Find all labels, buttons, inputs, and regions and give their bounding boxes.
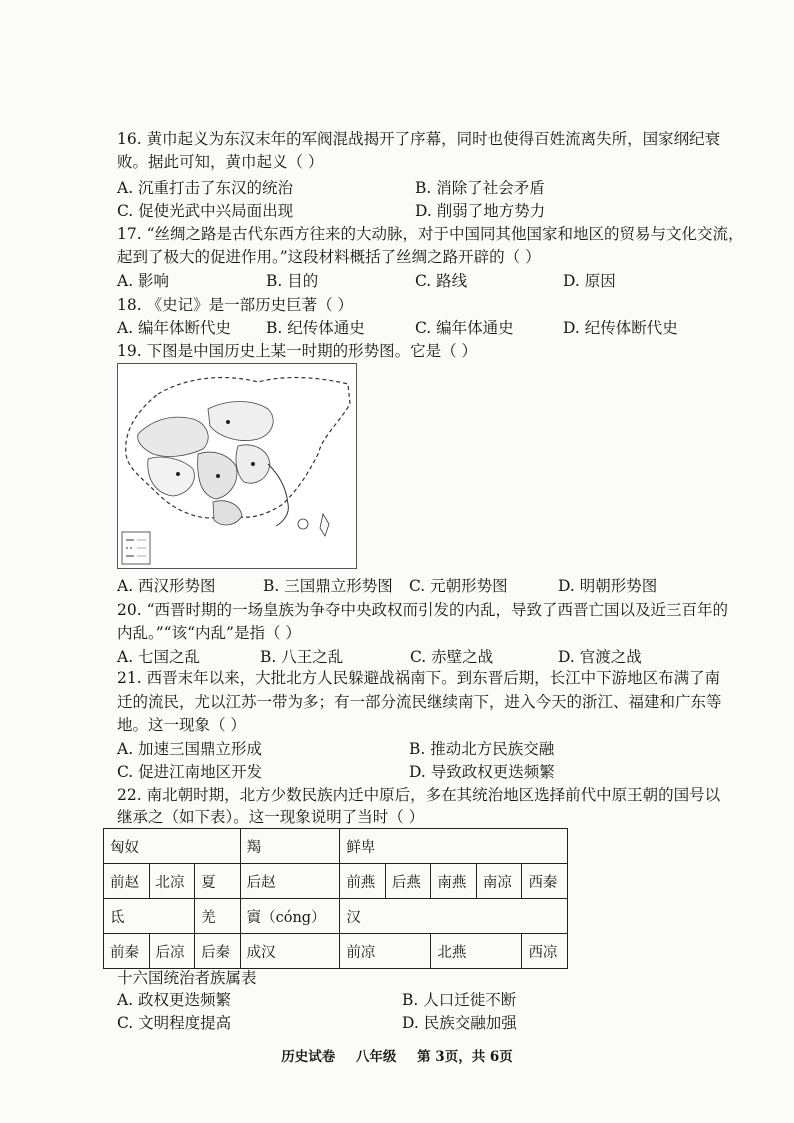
q16-option-c: C. 促使光武中兴局面出现 [117, 202, 294, 220]
table-cell: 南凉 [476, 864, 522, 899]
q19-option-c: C. 元朝形势图 [409, 577, 508, 595]
q16-option-b: B. 消除了社会矛盾 [415, 179, 545, 197]
q19-option-b: B. 三国鼎立形势图 [263, 577, 393, 595]
page-footer [0, 1045, 794, 1065]
q18-option-b: B. 纪传体通史 [266, 319, 365, 337]
table-cell: 后赵 [240, 864, 340, 899]
table-cell: 氐 [104, 899, 195, 934]
table-cell: 鲜卑 [340, 829, 568, 864]
q17-stem-line1: 17. “丝绸之路是古代东西方往来的大动脉，对于中国同其他国家和地区的贸易与文化交流， [117, 225, 744, 243]
table-cell: 成汉 [240, 934, 340, 969]
q21-stem-line1: 21. 西晋末年以来，大批北方人民躲避战祸南下。到东晋后期，长江中下游地区布满了南 [117, 669, 721, 687]
table-cell: 后凉 [149, 934, 195, 969]
table-cell: 前秦 [104, 934, 150, 969]
q16-stem-line1: 16. 黄巾起义为东汉末年的军阀混战揭开了序幕，同时也使得百姓流离失所，国家纲纪衰 [117, 130, 721, 148]
table-cell: 前赵 [104, 864, 150, 899]
q20-option-b: B. 八王之乱 [260, 648, 344, 666]
table-cell: 賨（cóng） [240, 899, 340, 934]
q20-option-a: A. 七国之乱 [117, 648, 201, 666]
table-cell: 南燕 [431, 864, 477, 899]
table-row [104, 864, 568, 899]
q22-stem-line1: 22. 南北朝时期，北方少数民族内迁中原后，多在其统治地区选择前代中原王朝的国号以 [117, 786, 721, 804]
table-cell: 北凉 [149, 864, 195, 899]
table-cell: 汉 [340, 899, 568, 934]
q22-option-b: B. 人口迁徙不断 [402, 991, 517, 1009]
q20-option-d: D. 官渡之战 [558, 648, 642, 666]
table-cell: 北燕 [431, 934, 522, 969]
table-caption: 十六国统治者族属表 [117, 969, 257, 987]
q19-option-d: D. 明朝形势图 [558, 577, 658, 595]
map-drawing [118, 364, 356, 568]
q17-stem-line2: 起到了极大的促进作用。”这段材料概括了丝绸之路开辟的（ ） [117, 248, 541, 266]
q22-stem-line2: 继承之（如下表）。这一现象说明了当时（ ） [117, 808, 425, 826]
q16-option-a: A. 沉重打击了东汉的统治 [117, 179, 294, 197]
table-cell: 羯 [240, 829, 340, 864]
footer-subject: 历史试卷 [281, 1049, 336, 1065]
q22-option-d: D. 民族交融加强 [402, 1014, 517, 1032]
q21-option-d: D. 导致政权更迭频繁 [409, 763, 555, 781]
q21-option-b: B. 推动北方民族交融 [409, 740, 555, 758]
table-cell: 前凉 [340, 934, 431, 969]
table-cell: 西秦 [522, 864, 568, 899]
table-cell: 前燕 [340, 864, 386, 899]
q20-stem-line2: 内乱。”“该“内乱”是指（ ） [117, 624, 301, 642]
q22-option-c: C. 文明程度提高 [117, 1014, 232, 1032]
q21-stem-line2: 迁的流民，尤以江苏一带为多；有一部分流民继续南下，进入今天的浙江、福建和广东等 [117, 693, 722, 711]
q16-stem-line2: 败。据此可知，黄巾起义（ ） [117, 153, 324, 171]
table-cell: 夏 [195, 864, 241, 899]
q18-option-d: D. 纪传体断代史 [563, 319, 678, 337]
q16-option-d: D. 削弱了地方势力 [415, 202, 546, 220]
q21-stem-line3: 地。这一现象（ ） [117, 716, 246, 734]
historical-map-figure [117, 363, 357, 569]
table-cell: 羌 [195, 899, 241, 934]
q20-stem-line1: 20. “西晋时期的一场皇族为争夺中央政权而引发的内乱，导致了西晋亡国以及近三百年的 [117, 601, 729, 619]
footer-page: 第 3页，共 6页 [417, 1049, 513, 1065]
q19-stem: 19. 下图是中国历史上某一时期的形势图。它是（ ） [117, 342, 478, 360]
table-row [104, 934, 568, 969]
table-row [104, 899, 568, 934]
q18-option-c: C. 编年体通史 [415, 319, 514, 337]
table-cell: 西凉 [522, 934, 568, 969]
q17-option-c: C. 路线 [415, 272, 468, 290]
footer-grade: 八年级 [355, 1049, 397, 1065]
q17-option-a: A. 影响 [117, 272, 170, 290]
q17-option-b: B. 目的 [266, 272, 319, 290]
q21-option-a: A. 加速三国鼎立形成 [117, 740, 263, 758]
table-row [104, 829, 568, 864]
q21-option-c: C. 促进江南地区开发 [117, 763, 263, 781]
q18-stem: 18. 《史记》是一部历史巨著（ ） [117, 296, 354, 314]
table-cell: 后燕 [385, 864, 431, 899]
q20-option-c: C. 赤壁之战 [410, 648, 494, 666]
ethnic-affiliation-table [103, 828, 568, 969]
table-cell: 匈奴 [104, 829, 241, 864]
q17-option-d: D. 原因 [563, 272, 616, 290]
q19-option-a: A. 西汉形势图 [117, 577, 216, 595]
table-cell: 后秦 [195, 934, 241, 969]
q22-option-a: A. 政权更迭频繁 [117, 991, 232, 1009]
q18-option-a: A. 编年体断代史 [117, 319, 232, 337]
